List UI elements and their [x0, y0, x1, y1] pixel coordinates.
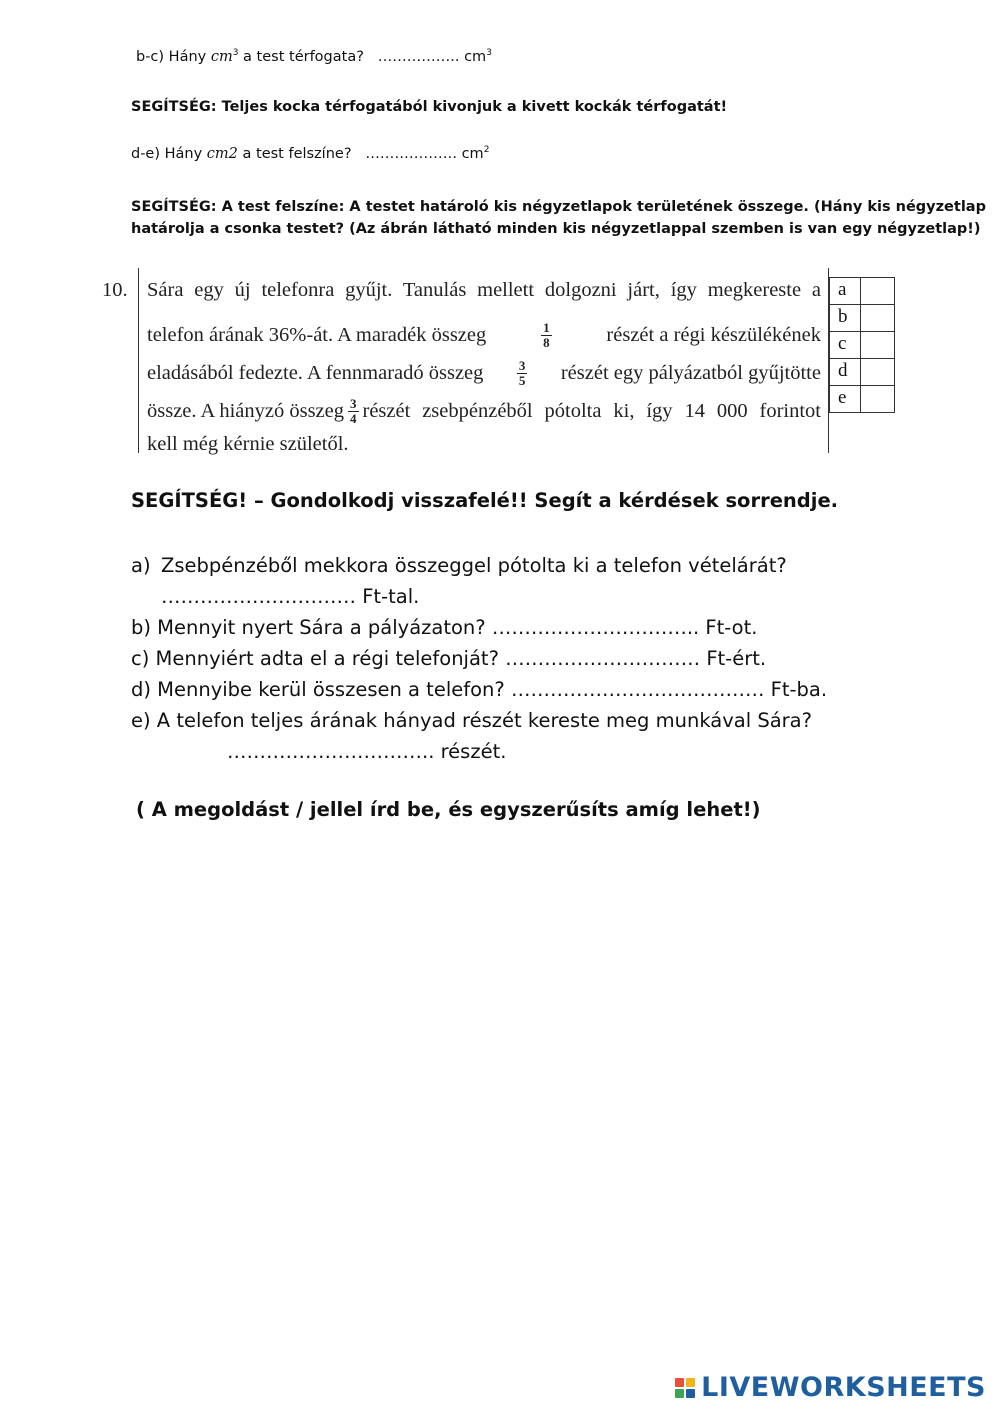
blank-e[interactable]: ………………………….. részét.	[227, 740, 507, 763]
problem-text: Sára egy új telefonra gyűjt. Tanulás mellett dolgozni járt, így megkereste a telefon árának 36%-át. A maradék összeg $\frac{1}{8}$ részét a régi készülékének eladásából fedezte. A fennmaradó összeg $\frac{3}{5}$ részét egy pályázatból gyűjtötte össze. A hiányzó összeg $\frac{3}{4}$ részét zsebpénzéből pótolta ki, így 14 000 forintot kell még kérnie születől.	[147, 279, 821, 455]
questions-list: a) Zsebpénzéből mekkora összeggel pótolta ki a telefon vételárát? ………………………… Ft-tal. b) Mennyit nyert Sára a pályázaton? ………………………….. Ft-ot. c) Mennyiért adta el a régi telefonját? ………………………… Ft-ért. d) Mennyibe kerül összesen a telefon? ………………………………… Ft-ba. e) A telefon teljes árának hányad részét kereste meg munkával Sára? ………………………….. részét.	[131, 550, 827, 767]
answer-box-e[interactable]	[861, 386, 894, 412]
answer-row-b: b	[829, 304, 895, 331]
answer-box-d[interactable]	[861, 359, 894, 385]
blank-surface[interactable]: ………………. cm	[365, 146, 484, 162]
blank-volume[interactable]: …………….. cm	[377, 49, 487, 65]
solution-note: ( A megoldást / jellel írd be, és egyszerűsíts amíg lehet!)	[136, 798, 761, 821]
liveworksheets-logo: LIVEWORKSHEETS	[675, 1372, 986, 1403]
help-surface: SEGÍTSÉG: A test felszíne: A testet határoló kis négyzetlapok területének összege. (Hány kis négyzetlap határolja a csonka testet? (Az ábrán látható minden kis négyzetlappal szemben is van egy négyzetlap!)	[131, 199, 986, 237]
question-b[interactable]: b) Mennyit nyert Sára a pályázaton? ………………………….. Ft-ot.	[131, 616, 758, 639]
question-c[interactable]: c) Mennyiért adta el a régi telefonját? ………………………… Ft-ért.	[131, 647, 767, 670]
answer-box-b[interactable]	[861, 305, 894, 331]
answer-box-c[interactable]	[861, 332, 894, 358]
problem-left-border	[138, 268, 139, 453]
answer-row-d: d	[829, 358, 895, 385]
help-volume: SEGÍTSÉG: Teljes kocka térfogatából kivonjuk a kivett kockák térfogatát!	[131, 99, 728, 115]
fraction-3-5: $\frac{3}{5}$	[518, 357, 526, 388]
question-bc: b-c) Hány $cm^3$ a test térfogata? …………….. $cm^3$	[136, 48, 492, 65]
fraction-1-8: $\frac{1}{8}$	[543, 319, 550, 350]
help-main: SEGÍTSÉG! – Gondolkodj visszafelé!! Segít a kérdések sorrendje.	[131, 489, 839, 512]
answer-row-e: e	[829, 385, 895, 413]
logo-blocks-icon	[675, 1378, 695, 1398]
blank-a[interactable]: ………………………… Ft-tal.	[161, 585, 420, 608]
question-d[interactable]: d) Mennyibe kerül összesen a telefon? ………………………………… Ft-ba.	[131, 678, 828, 701]
problem-number: 10.	[102, 279, 128, 301]
answer-row-a: a	[829, 277, 895, 304]
fraction-3-4: $\frac{3}{4}$	[350, 395, 357, 426]
question-e: e) A telefon teljes árának hányad részét kereste meg munkával Sára?	[131, 709, 812, 732]
question-de: d-e) Hány cm2 a test felszíne? ………………. $cm^2$	[131, 145, 490, 162]
answer-box-a[interactable]	[861, 278, 894, 304]
answer-row-c: c	[829, 331, 895, 358]
